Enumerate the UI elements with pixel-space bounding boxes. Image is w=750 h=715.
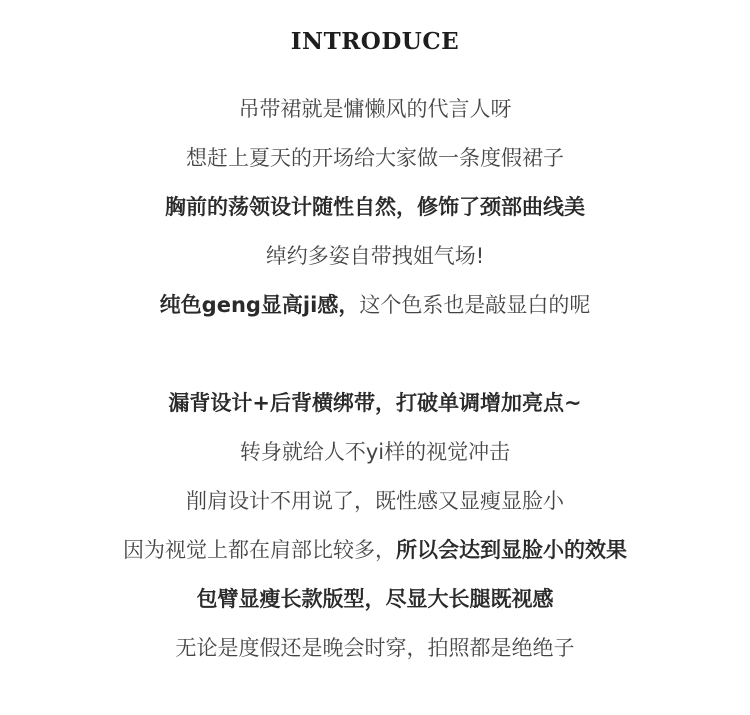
page-title: INTRODUCE bbox=[290, 28, 460, 55]
text-line bbox=[0, 435, 750, 484]
text-line bbox=[0, 631, 750, 680]
paragraph-gap bbox=[0, 337, 750, 386]
text-segment-bold: 胸前的荡领设计随性自然，修饰了颈部曲线美 bbox=[165, 195, 585, 219]
text-line bbox=[0, 533, 750, 582]
text-segment: 这个色系也是敲显白的呢 bbox=[359, 293, 591, 317]
text-line bbox=[0, 288, 750, 337]
text-segment-bold: 包臂显瘦长款版型，尽显大长腿既视感 bbox=[196, 587, 554, 611]
text-segment: 绰约多姿自带拽姐气场! bbox=[265, 244, 485, 268]
text-segment-bold: 纯色geng显高ji感， bbox=[159, 293, 360, 317]
text-segment: 吊带裙就是慵懒风的代言人呀 bbox=[238, 97, 512, 121]
text-line bbox=[0, 141, 750, 190]
description-text bbox=[0, 92, 750, 680]
text-line bbox=[0, 386, 750, 435]
text-line bbox=[0, 92, 750, 141]
text-segment: 转身就给人不yi样的视觉冲击 bbox=[239, 440, 511, 464]
text-segment: 想赶上夏天的开场给大家做一条度假裙子 bbox=[186, 146, 564, 170]
text-segment-bold: 所以会达到显脸小的效果 bbox=[396, 538, 627, 562]
text-segment: 无论是度假还是晚会时穿，拍照都是绝绝子 bbox=[175, 636, 575, 660]
text-line bbox=[0, 239, 750, 288]
text-segment: 因为视觉上都在肩部比较多， bbox=[123, 538, 396, 562]
text-segment: 削肩设计不用说了，既性感又显瘦显脸小 bbox=[186, 489, 564, 513]
text-segment-bold: 漏背设计+后背横绑带，打破单调增加亮点~ bbox=[168, 391, 582, 415]
text-line bbox=[0, 190, 750, 239]
text-line bbox=[0, 484, 750, 533]
text-line bbox=[0, 582, 750, 631]
